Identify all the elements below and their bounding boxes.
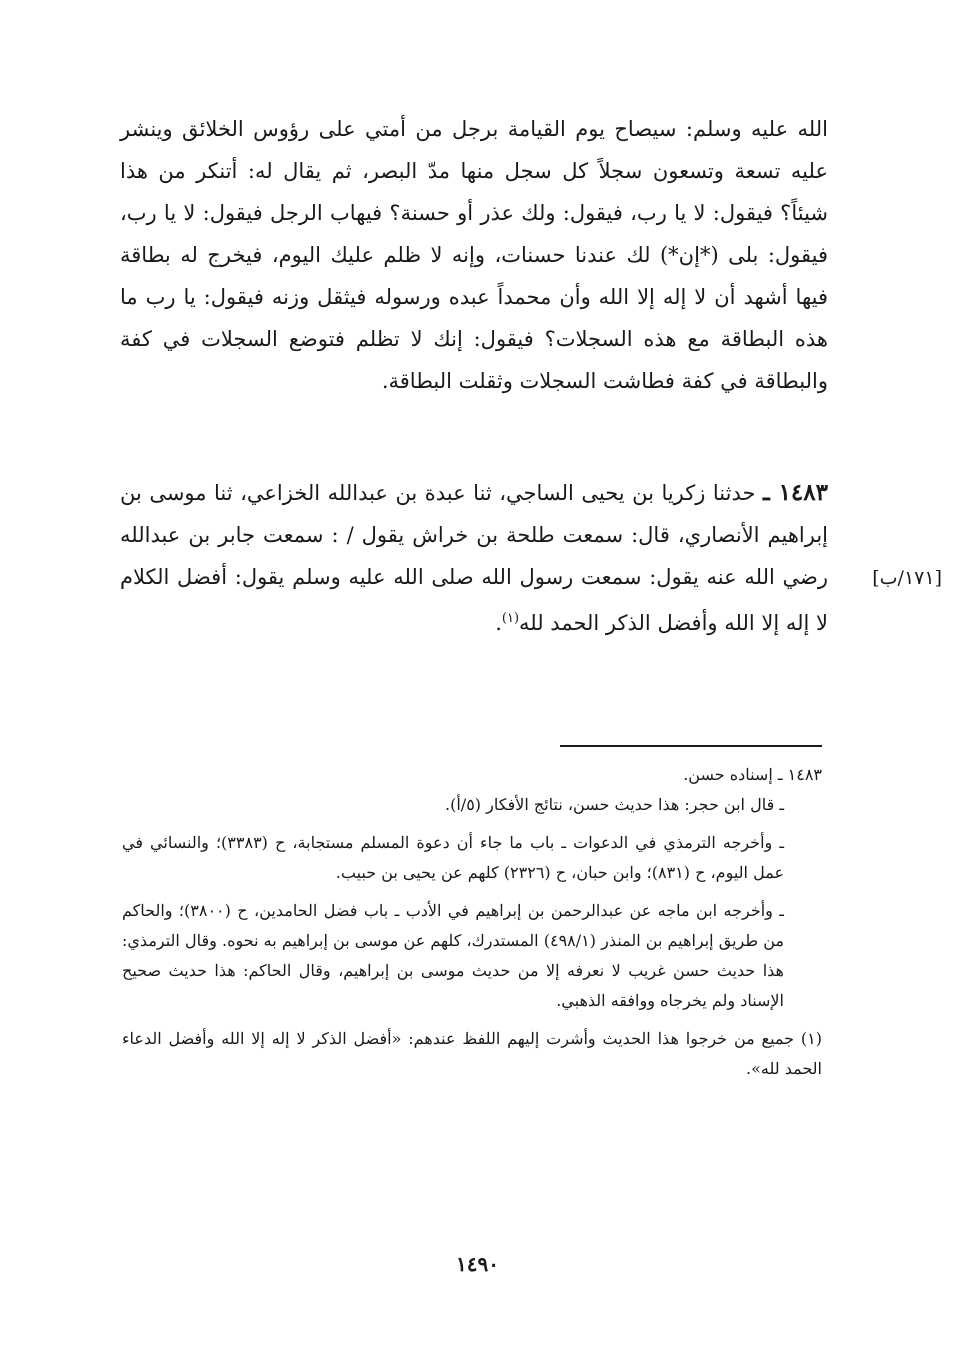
manuscript-folio-note: [١٧١/ب] — [872, 567, 942, 589]
footnote-divider — [560, 745, 822, 747]
footnote-item: ـ قال ابن حجر: هذا حديث حسن، نتائج الأفكار (٥/أ). — [445, 795, 784, 814]
hadith-entry — [120, 472, 828, 644]
main-text-block — [120, 108, 828, 402]
footnote-item: ـ وأخرجه الترمذي في الدعوات ـ باب ما جاء أن دعوة المسلم مستجابة، ح (٣٣٨٣)؛ والنسائي في عمل اليوم، ح (٨٣١)؛ وابن حبان، ح (٢٣٢٦) كلهم عن يحيى بن حبيب. — [122, 833, 785, 882]
hadith-text: حدثنا زكريا بن يحيى الساجي، ثنا عبدة بن عبدالله الخزاعي، ثنا موسى بن إبراهيم الأنصاري، قال: سمعت طلحة بن خراش يقول / : سمعت جابر بن عبدالله رضي الله عنه يقول: سمعت رسول الله صلى الله عليه وسلم يقول: أفضل الكلام لا إله إلا الله وأفضل الذكر الحمد لله — [120, 481, 828, 635]
footnotes-section — [122, 760, 822, 1092]
hadith-number: ١٤٨٣ ـ — [763, 479, 828, 506]
footnote-reference-note: (١) جميع من خرجوا هذا الحديث وأشرت إليهم اللفظ عندهم: «أفضل الذكر لا إله إلا الله وأفضل الدعاء الحمد لله». — [122, 1029, 822, 1078]
footnote-reference: (١) — [501, 611, 520, 626]
page-number: ١٤٩٠ — [456, 1252, 499, 1276]
footnote-item: ـ وأخرجه ابن ماجه عن عبدالرحمن بن إبراهيم في الأدب ـ باب فضل الحامدين، ح (٣٨٠٠)؛ والحاكم من طريق إبراهيم بن المنذر (٤٩٨/١) المستدرك، كلهم عن موسى بن إبراهيم به نحوه. وقال الترمذي: هذا حديث حسن غريب لا نعرفه إلا من حديث موسى بن إبراهيم، وقال الحاكم: هذا حديث صحيح الإسناد ولم يخرجاه ووافقه الذهبي. — [122, 901, 784, 1010]
footnote-heading: ١٤٨٣ ـ إسناده حسن. — [683, 765, 822, 784]
hadith-end-mark: . — [495, 611, 502, 635]
main-paragraph: الله عليه وسلم: سيصاح يوم القيامة برجل من أمتي على رؤوس الخلائق وينشر عليه تسعة وتسعون سجلاً كل سجل منها مدّ البصر، ثم يقال له: أتنكر من هذا شيئاً؟ فيقول: لا يا رب، فيقول: ولك عذر أو حسنة؟ فيهاب الرجل فيقول: لا يا رب، فيقول: بلى (*إن*) لك عندنا حسنات، وإنه لا ظلم عليك اليوم، فيخرج له بطاقة فيها أشهد أن لا إله إلا الله وأن محمداً عبده ورسوله فيثقل وزنه فيقول: يا رب ما هذه البطاقة مع هذه السجلات؟ فيقول: إنك لا تظلم فتوضع السجلات في كفة والبطاقة في كفة فطاشت السجلات وثقلت البطاقة. — [120, 117, 828, 393]
